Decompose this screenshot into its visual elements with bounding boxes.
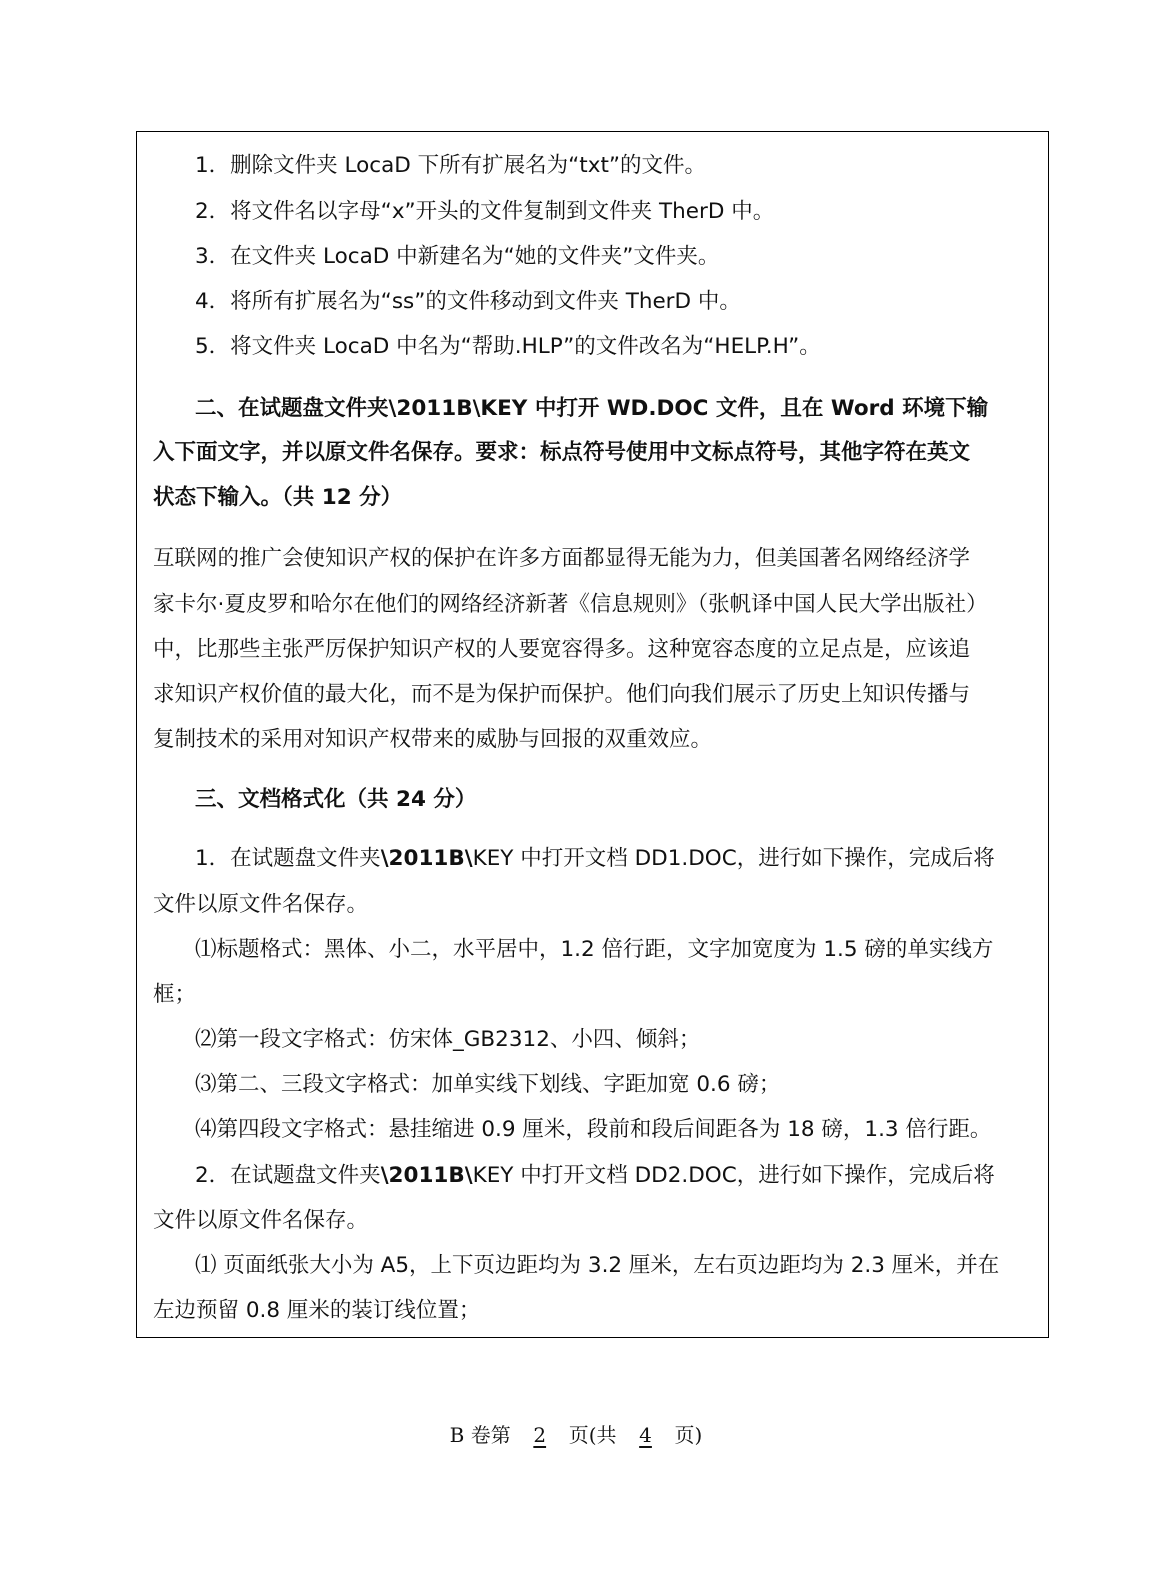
list-item: 4．将所有扩展名为“ss”的文件移动到文件夹 TherD 中。 [195,289,741,314]
task-suffix: KEY 中打开文档 DD2.DOC，进行如下操作，完成后将 [472,1163,995,1188]
passage-line: 复制技术的采用对知识产权带来的威胁与回报的双重效应。 [153,727,713,752]
sub-item: ⑷第四段文字格式：悬挂缩进 0.9 厘米，段前和段后间距各为 18 磅，1.3 倍行距。 [195,1117,992,1142]
task-line [195,1161,995,1191]
sub-item: 左边预留 0.8 厘米的装订线位置； [153,1298,481,1323]
list-item: 2．将文件名以字母“x”开头的文件复制到文件夹 TherD 中。 [195,199,775,224]
passage-line: 家卡尔·夏皮罗和哈尔在他们的网络经济新著《信息规则》（张帆译中国人民大学出版社） [153,592,988,617]
footer-page-number: 2 [533,1423,547,1447]
section-heading: 二、在试题盘文件夹\2011B\KEY 中打开 WD.DOC 文件，且在 Word 环境下输 [195,396,989,421]
footer-middle: 页(共 [568,1423,617,1447]
task-path: \2011B\ [380,1163,473,1188]
task-line: 文件以原文件名保存。 [153,1208,369,1233]
list-item: 5．将文件夹 LocaD 中名为“帮助.HLP”的文件改名为“HELP.H”。 [195,334,821,359]
passage-line: 求知识产权价值的最大化，而不是为保护而保护。他们向我们展示了历史上知识传播与 [153,682,971,707]
list-item: 3．在文件夹 LocaD 中新建名为“她的文件夹”文件夹。 [195,244,720,269]
section-heading: 三、文档格式化（共 24 分） [195,787,477,812]
section-heading: 状态下输入。（共 12 分） [153,485,403,510]
task-line: 文件以原文件名保存。 [153,892,369,917]
footer-total-pages: 4 [639,1423,652,1447]
passage-line: 中，比那些主张严厉保护知识产权的人要宽容得多。这种宽容态度的立足点是，应该追 [153,637,971,662]
footer-prefix: B 卷第 [449,1423,511,1447]
task-line [195,844,995,874]
footer-suffix: 页) [674,1423,703,1447]
task-prefix: 1．在试题盘文件夹 [195,846,381,871]
sub-item: ⑴标题格式：黑体、小二，水平居中，1.2 倍行距，文字加宽度为 1.5 磅的单实线方 [195,937,994,962]
task-suffix: KEY 中打开文档 DD1.DOC，进行如下操作，完成后将 [472,846,995,871]
task-prefix: 2．在试题盘文件夹 [195,1163,381,1188]
sub-item: ⑴ 页面纸张大小为 A5，上下页边距均为 3.2 厘米，左右页边距均为 2.3 厘米，并在 [195,1253,1000,1278]
sub-item: 框； [153,982,197,1007]
page-footer [0,1420,1152,1450]
task-path: \2011B\ [380,846,473,871]
sub-item: ⑵第一段文字格式：仿宋体_GB2312、小四、倾斜； [195,1027,701,1052]
passage-line: 互联网的推广会使知识产权的保护在许多方面都显得无能为力，但美国著名网络经济学 [153,546,971,571]
sub-item: ⑶第二、三段文字格式：加单实线下划线、字距加宽 0.6 磅； [195,1072,781,1097]
section-heading: 入下面文字，并以原文件名保存。要求：标点符号使用中文标点符号，其他字符在英文 [153,440,971,465]
list-item: 1．删除文件夹 LocaD 下所有扩展名为“txt”的文件。 [195,153,707,178]
